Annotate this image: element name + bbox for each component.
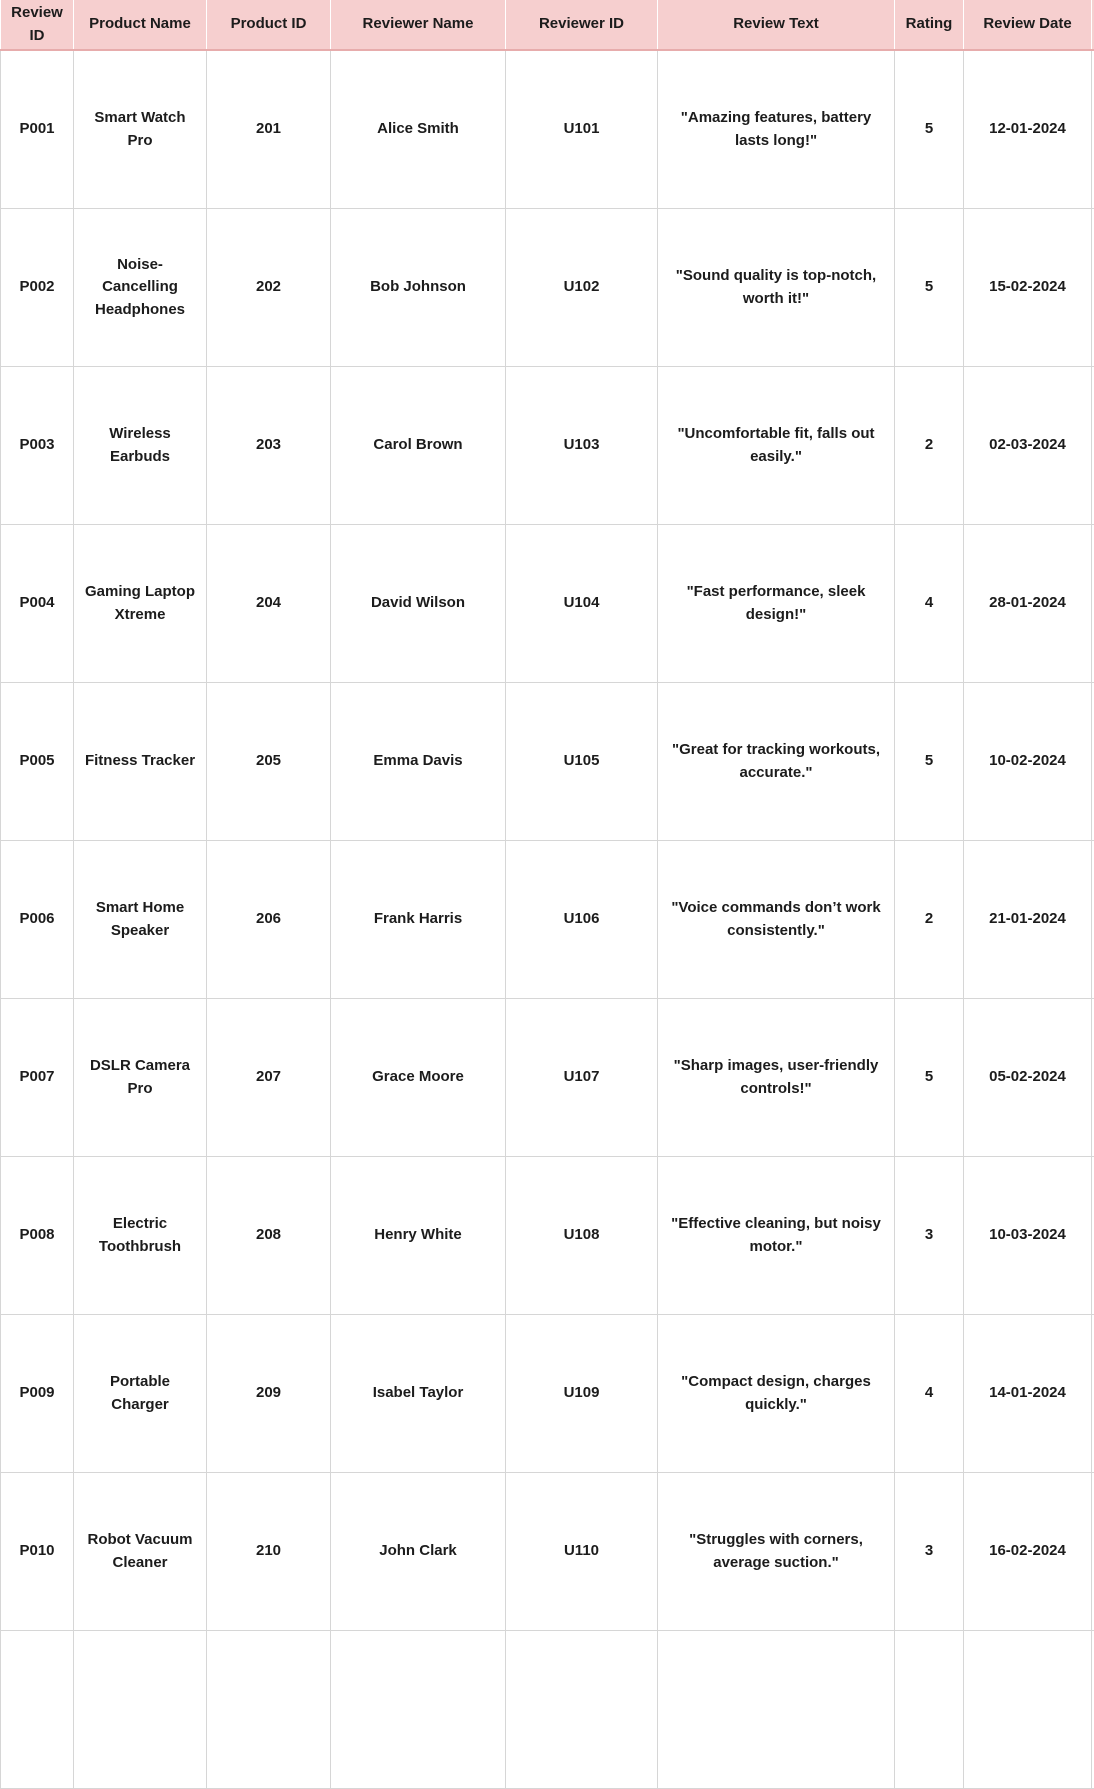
- table-row: [1, 683, 1094, 841]
- product-name-cell[interactable]: Noise-Cancelling Headphones: [74, 209, 207, 367]
- review-date-cell[interactable]: 14-01-2024: [964, 1315, 1092, 1473]
- reviewer-name-cell[interactable]: Frank Harris: [331, 841, 506, 999]
- empty-cell[interactable]: [964, 1631, 1092, 1789]
- table-row: [1, 209, 1094, 367]
- product-id-cell[interactable]: 206: [207, 841, 331, 999]
- table-row: [1, 50, 1094, 209]
- reviewer-name-cell[interactable]: Grace Moore: [331, 999, 506, 1157]
- review-date-cell[interactable]: 10-03-2024: [964, 1157, 1092, 1315]
- reviewer-name-cell[interactable]: John Clark: [331, 1473, 506, 1631]
- product-id-cell[interactable]: 208: [207, 1157, 331, 1315]
- rating-cell[interactable]: 4: [895, 1315, 964, 1473]
- column-header-reviewer-name[interactable]: Reviewer Name: [331, 0, 506, 50]
- empty-cell[interactable]: [207, 1631, 331, 1789]
- table-row: [1, 367, 1094, 525]
- review-id-cell[interactable]: P009: [1, 1315, 74, 1473]
- review-text-cell[interactable]: "Amazing features, battery lasts long!": [658, 50, 895, 209]
- rating-cell[interactable]: 5: [895, 209, 964, 367]
- reviewer-name-cell[interactable]: Carol Brown: [331, 367, 506, 525]
- product-name-cell[interactable]: Smart Watch Pro: [74, 50, 207, 209]
- review-date-cell[interactable]: 10-02-2024: [964, 683, 1092, 841]
- product-id-cell[interactable]: 201: [207, 50, 331, 209]
- rating-cell[interactable]: 5: [895, 683, 964, 841]
- review-id-cell[interactable]: P003: [1, 367, 74, 525]
- product-name-cell[interactable]: Portable Charger: [74, 1315, 207, 1473]
- reviewer-id-cell[interactable]: U103: [506, 367, 658, 525]
- rating-cell[interactable]: 3: [895, 1157, 964, 1315]
- rating-cell[interactable]: 5: [895, 50, 964, 209]
- reviewer-id-cell[interactable]: U104: [506, 525, 658, 683]
- review-id-cell[interactable]: P004: [1, 525, 74, 683]
- review-date-cell[interactable]: 21-01-2024: [964, 841, 1092, 999]
- empty-cell[interactable]: [74, 1631, 207, 1789]
- column-header-product-id[interactable]: Product ID: [207, 0, 331, 50]
- review-date-cell[interactable]: 16-02-2024: [964, 1473, 1092, 1631]
- review-id-cell[interactable]: P002: [1, 209, 74, 367]
- table-row: [1, 841, 1094, 999]
- review-id-cell[interactable]: P008: [1, 1157, 74, 1315]
- review-date-cell[interactable]: 12-01-2024: [964, 50, 1092, 209]
- product-name-cell[interactable]: Wireless Earbuds: [74, 367, 207, 525]
- product-id-cell[interactable]: 202: [207, 209, 331, 367]
- product-name-cell[interactable]: DSLR Camera Pro: [74, 999, 207, 1157]
- column-header-review-date[interactable]: Review Date: [964, 0, 1092, 50]
- review-text-cell[interactable]: "Uncomfortable fit, falls out easily.": [658, 367, 895, 525]
- review-id-cell[interactable]: P006: [1, 841, 74, 999]
- product-id-cell[interactable]: 207: [207, 999, 331, 1157]
- reviewer-name-cell[interactable]: David Wilson: [331, 525, 506, 683]
- product-name-cell[interactable]: Smart Home Speaker: [74, 841, 207, 999]
- table-row: [1, 1315, 1094, 1473]
- review-date-cell[interactable]: 05-02-2024: [964, 999, 1092, 1157]
- rating-cell[interactable]: 2: [895, 367, 964, 525]
- product-name-cell[interactable]: Fitness Tracker: [74, 683, 207, 841]
- reviewer-name-cell[interactable]: Isabel Taylor: [331, 1315, 506, 1473]
- rating-cell[interactable]: 4: [895, 525, 964, 683]
- reviewer-id-cell[interactable]: U110: [506, 1473, 658, 1631]
- empty-row: [1, 1631, 1094, 1789]
- review-id-cell[interactable]: P010: [1, 1473, 74, 1631]
- rating-cell[interactable]: 3: [895, 1473, 964, 1631]
- review-text-cell[interactable]: "Voice commands don’t work consistently.": [658, 841, 895, 999]
- reviewer-name-cell[interactable]: Emma Davis: [331, 683, 506, 841]
- table-row: [1, 1473, 1094, 1631]
- review-text-cell[interactable]: "Effective cleaning, but noisy motor.": [658, 1157, 895, 1315]
- rating-cell[interactable]: 5: [895, 999, 964, 1157]
- review-text-cell[interactable]: "Fast performance, sleek design!": [658, 525, 895, 683]
- column-header-review-id[interactable]: Review ID: [1, 0, 74, 50]
- table-body: [1, 50, 1094, 1789]
- column-header-reviewer-id[interactable]: Reviewer ID: [506, 0, 658, 50]
- reviewer-id-cell[interactable]: U101: [506, 50, 658, 209]
- review-id-cell[interactable]: P001: [1, 50, 74, 209]
- column-header-product-name[interactable]: Product Name: [74, 0, 207, 50]
- review-text-cell[interactable]: "Compact design, charges quickly.": [658, 1315, 895, 1473]
- product-id-cell[interactable]: 205: [207, 683, 331, 841]
- reviewer-id-cell[interactable]: U102: [506, 209, 658, 367]
- empty-cell[interactable]: [895, 1631, 964, 1789]
- product-id-cell[interactable]: 209: [207, 1315, 331, 1473]
- product-name-cell[interactable]: Electric Toothbrush: [74, 1157, 207, 1315]
- review-text-cell[interactable]: "Sound quality is top-notch, worth it!": [658, 209, 895, 367]
- table-row: [1, 999, 1094, 1157]
- column-header-rating[interactable]: Rating: [895, 0, 964, 50]
- reviewer-id-cell[interactable]: U107: [506, 999, 658, 1157]
- review-id-cell[interactable]: P007: [1, 999, 74, 1157]
- empty-cell[interactable]: [506, 1631, 658, 1789]
- product-id-cell[interactable]: 210: [207, 1473, 331, 1631]
- empty-cell[interactable]: [331, 1631, 506, 1789]
- review-date-cell[interactable]: 28-01-2024: [964, 525, 1092, 683]
- reviewer-id-cell[interactable]: U108: [506, 1157, 658, 1315]
- reviewer-name-cell[interactable]: Bob Johnson: [331, 209, 506, 367]
- product-name-cell[interactable]: Gaming Laptop Xtreme: [74, 525, 207, 683]
- product-name-cell[interactable]: Robot Vacuum Cleaner: [74, 1473, 207, 1631]
- column-header-review-text[interactable]: Review Text: [658, 0, 895, 50]
- header-row: [1, 0, 1094, 50]
- reviewer-name-cell[interactable]: Henry White: [331, 1157, 506, 1315]
- review-date-cell[interactable]: 02-03-2024: [964, 367, 1092, 525]
- reviewer-name-cell[interactable]: Alice Smith: [331, 50, 506, 209]
- rating-cell[interactable]: 2: [895, 841, 964, 999]
- product-id-cell[interactable]: 204: [207, 525, 331, 683]
- reviewer-id-cell[interactable]: U105: [506, 683, 658, 841]
- reviewer-id-cell[interactable]: U106: [506, 841, 658, 999]
- review-text-cell[interactable]: "Struggles with corners, average suction.": [658, 1473, 895, 1631]
- review-id-cell[interactable]: P005: [1, 683, 74, 841]
- empty-cell[interactable]: [1, 1631, 74, 1789]
- review-date-cell[interactable]: 15-02-2024: [964, 209, 1092, 367]
- reviewer-id-cell[interactable]: U109: [506, 1315, 658, 1473]
- product-id-cell[interactable]: 203: [207, 367, 331, 525]
- table-row: [1, 1157, 1094, 1315]
- table-row: [1, 525, 1094, 683]
- review-text-cell[interactable]: "Great for tracking workouts, accurate.": [658, 683, 895, 841]
- review-text-cell[interactable]: "Sharp images, user-friendly controls!": [658, 999, 895, 1157]
- empty-cell[interactable]: [658, 1631, 895, 1789]
